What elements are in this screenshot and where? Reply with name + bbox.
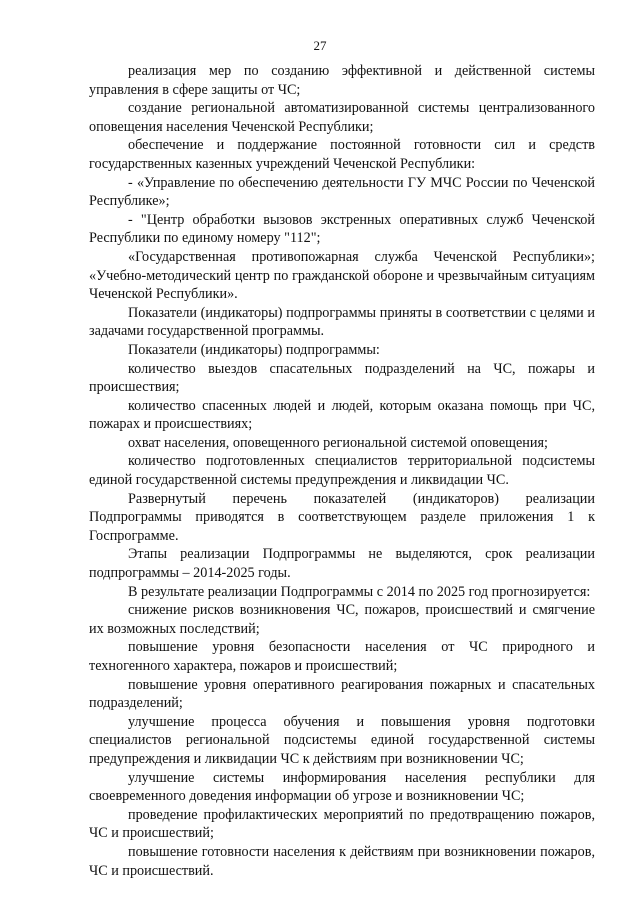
- paragraph: Развернутый перечень показателей (индикаторов) реализации Подпрограммы приводятся в соответствующем разделе приложения 1 к Госпрограмме.: [89, 490, 595, 544]
- paragraph: снижение рисков возникновения ЧС, пожаров, происшествий и смягчение их возможных последствий;: [89, 602, 595, 637]
- paragraph: - "Центр обработки вызовов экстренных оперативных служб Чеченской Республики по единому номеру "112";: [89, 211, 595, 247]
- paragraph: Показатели (индикаторы) подпрограммы:: [128, 341, 380, 358]
- paragraph: повышение готовности населения к действиям при возникновении пожаров, ЧС и происшествий.: [89, 843, 595, 879]
- paragraph: Этапы реализации Подпрограммы не выделяются, срок реализации подпрограммы – 2014-2025 годы.: [89, 546, 595, 582]
- document-body: [89, 62, 595, 880]
- paragraph: реализация мер по созданию эффективной и действенной системы управления в сфере защиты от ЧС;: [89, 63, 595, 98]
- paragraph: В результате реализации Подпрограммы с 2014 по 2025 год прогнозируется:: [128, 583, 591, 600]
- paragraph: «Государственная противопожарная служба Чеченской Республики»; «Учебно-методический центр по гражданской обороне и чрезвычайным ситуациям Чеченской Республики».: [89, 248, 595, 303]
- paragraph: улучшение процесса обучения и повышения уровня подготовки специалистов региональной подсистемы единой государственной системы предупреждения и ликвидации ЧС к действиям при возникновении ЧС;: [89, 713, 595, 767]
- paragraph: улучшение системы информирования населения республики для своевременного доведения информации об угрозе и возникновении ЧС;: [89, 769, 595, 805]
- page-number: 27: [313, 38, 327, 53]
- paragraph: проведение профилактических мероприятий по предотвращению пожаров, ЧС и происшествий;: [89, 806, 595, 842]
- paragraph: создание региональной автоматизированной системы централизованного оповещения населения Чеченской Республики;: [89, 100, 595, 135]
- paragraph: количество спасенных людей и людей, которым оказана помощь при ЧС, пожарах и происшествиях;: [89, 397, 595, 433]
- paragraph: - «Управление по обеспечению деятельности ГУ МЧС России по Чеченской Республике»;: [89, 174, 595, 210]
- paragraph: количество подготовленных специалистов территориальной подсистемы единой государственной системы предупреждения и ликвидации ЧС.: [89, 453, 595, 489]
- paragraph: охват населения, оповещенного региональной системой оповещения;: [128, 434, 548, 451]
- paragraph: повышение уровня оперативного реагирования пожарных и спасательных подразделений;: [89, 676, 595, 712]
- paragraph: повышение уровня безопасности населения от ЧС природного и техногенного характера, пожаров и происшествий;: [89, 639, 595, 674]
- paragraph: Показатели (индикаторы) подпрограммы приняты в соответствии с целями и задачами государственной программы.: [89, 304, 595, 340]
- paragraph: количество выездов спасательных подразделений на ЧС, пожары и происшествия;: [89, 360, 595, 396]
- paragraph: обеспечение и поддержание постоянной готовности сил и средств государственных казенных учреждений Чеченской Республики:: [89, 137, 595, 172]
